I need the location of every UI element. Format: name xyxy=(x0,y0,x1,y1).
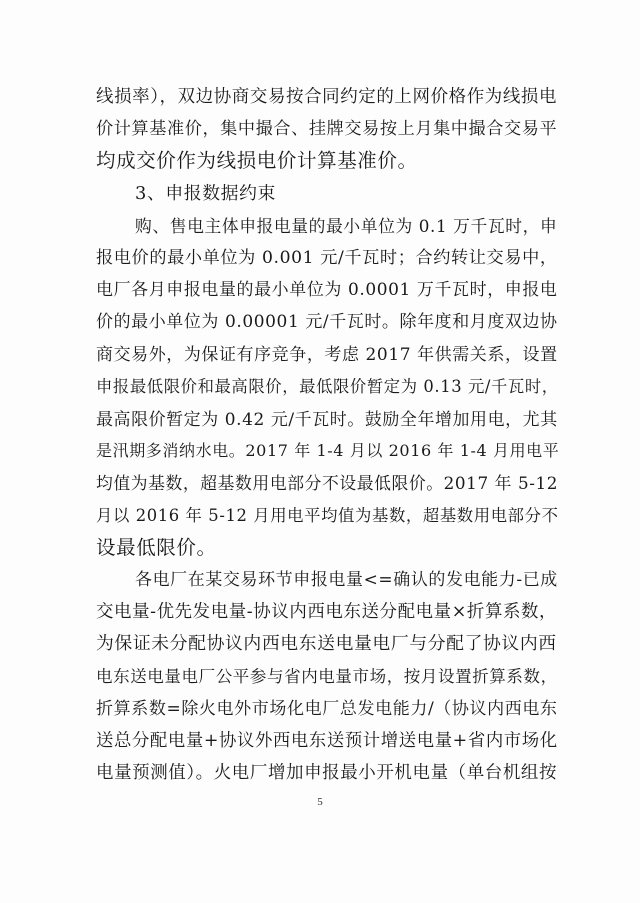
text-line: 均值为基数，超基数用电部分不设最低限价。2017 年 5-12 xyxy=(96,473,559,494)
text-line: 价的最小单位为 0.00001 元/千瓦时。除年度和月度双边协 xyxy=(96,312,558,333)
text-line: 送总分配电量+协议外西电东送预计增送电量+省内市场化 xyxy=(96,731,558,751)
text-line: 折算系数=除火电外市场化电厂总发电能力/（协议内西电东 xyxy=(96,698,558,719)
text-line: 是汛期多消纳水电。2017 年 1-4 月以 2016 年 1-4 月用电平 xyxy=(96,441,560,461)
page-number: 5 xyxy=(317,796,323,809)
text-line: 最高限价暂定为 0.42 元/千瓦时。鼓励全年增加用电，尤其 xyxy=(96,409,558,429)
text-line: 报电价的最小单位为 0.001 元/千瓦时；合约转让交易中， xyxy=(96,248,558,268)
text-line: 月以 2016 年 5-12 月用电平均值为基数，超基数用电部分不 xyxy=(96,505,559,525)
text-line: 电量预测值）。火电厂增加申报最小开机电量（单台机组按 xyxy=(96,763,558,784)
text-line: 线损率），双边协商交易按合同约定的上网价格作为线损电 xyxy=(96,87,558,107)
text-line: 商交易外，为保证有序竞争，考虑 2017 年供需关系，设置 xyxy=(96,344,558,365)
text-line: 电厂各月申报电量的最小单位为 0.0001 万千瓦时，申报电 xyxy=(96,280,558,301)
text-line: 为保证未分配协议内西电东送电量电厂与分配了协议内西 xyxy=(96,633,557,655)
text-line: 设最低限价。 xyxy=(96,535,217,559)
section-heading: 3、申报数据约束 xyxy=(135,182,276,204)
text-line: 各电厂在某交易环节申报电量<=确认的发电能力-已成 xyxy=(135,570,558,590)
text-line: 价计算基准价，集中撮合、挂牌交易按上月集中撮合交易平 xyxy=(96,119,558,140)
text-line: 电东送电量电厂公平参与省内电量市场，按月设置折算系数， xyxy=(96,666,558,686)
text-line: 购、售电主体申报电量的最小单位为 0.1 万千瓦时，申 xyxy=(135,215,558,236)
text-line: 交电量-优先发电量-协议内西电东送分配电量×折算系数， xyxy=(96,602,558,623)
text-line: 申报最低限价和最高限价，最低限价暂定为 0.13 元/千瓦时， xyxy=(96,376,559,396)
text-line: 均成交价作为线损电价计算基准价。 xyxy=(96,149,418,173)
